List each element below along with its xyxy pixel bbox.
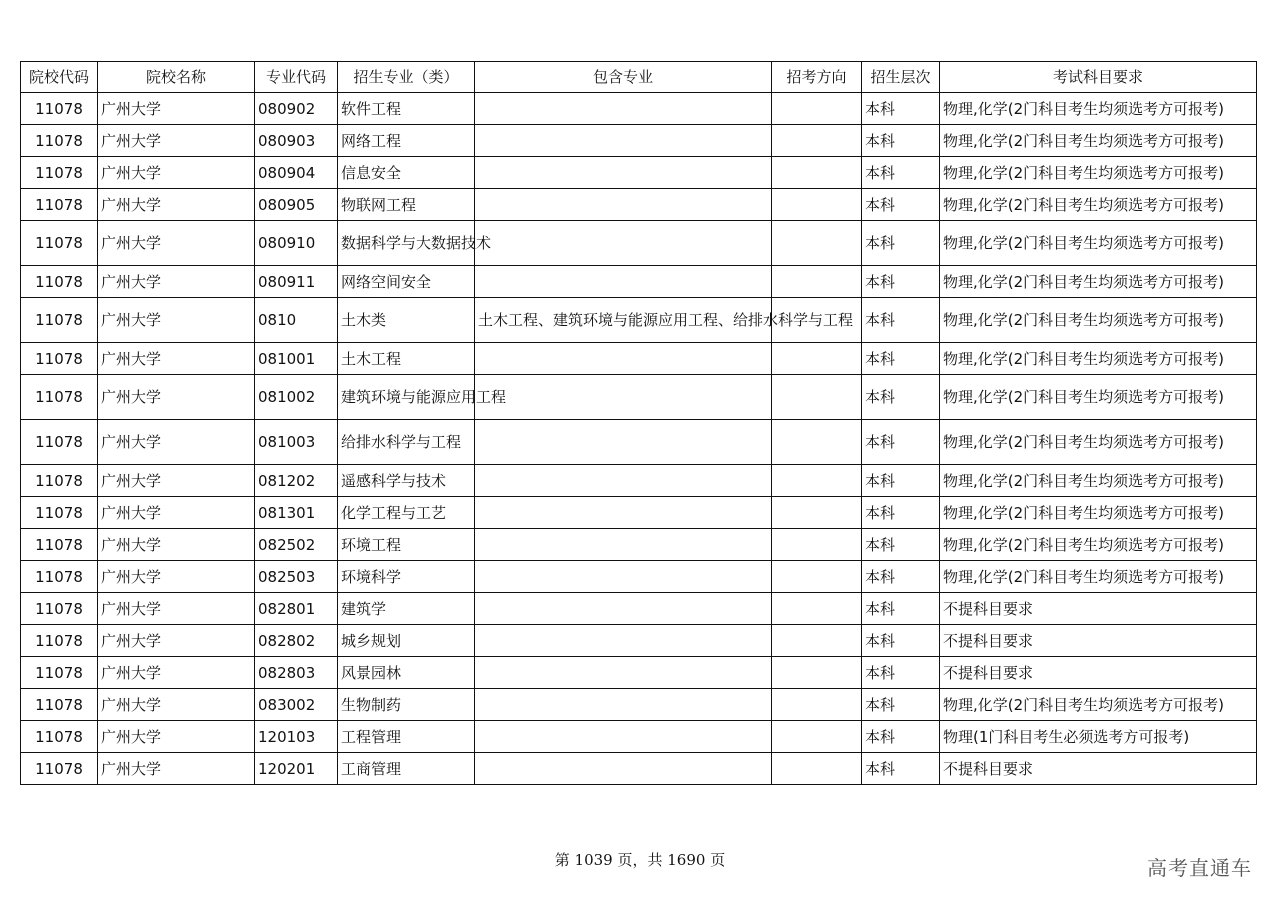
level-cell: 本科 <box>862 657 940 689</box>
major-code-cell: 081002 <box>255 375 338 420</box>
table-row <box>21 497 1257 529</box>
subject-requirement-cell: 物理,化学(2门科目考生均须选考方可报考) <box>940 529 1257 561</box>
school-name-cell: 广州大学 <box>98 420 255 465</box>
subject-requirement-cell: 物理,化学(2门科目考生均须选考方可报考) <box>940 157 1257 189</box>
table-row <box>21 343 1257 375</box>
included-majors-cell <box>475 753 772 785</box>
level-cell: 本科 <box>862 125 940 157</box>
school-code-cell: 11078 <box>21 593 98 625</box>
table-row <box>21 375 1257 420</box>
table-row <box>21 625 1257 657</box>
school-code-cell: 11078 <box>21 93 98 125</box>
direction-cell <box>772 157 862 189</box>
school-code-cell: 11078 <box>21 189 98 221</box>
subject-requirement-cell: 物理(1门科目考生必须选考方可报考) <box>940 721 1257 753</box>
school-name-cell: 广州大学 <box>98 343 255 375</box>
direction-cell <box>772 657 862 689</box>
subject-requirement-cell: 物理,化学(2门科目考生均须选考方可报考) <box>940 689 1257 721</box>
school-name-cell: 广州大学 <box>98 125 255 157</box>
included-majors-cell <box>475 465 772 497</box>
direction-cell <box>772 93 862 125</box>
subject-requirement-cell: 物理,化学(2门科目考生均须选考方可报考) <box>940 497 1257 529</box>
school-code-cell: 11078 <box>21 529 98 561</box>
level-cell: 本科 <box>862 375 940 420</box>
included-majors-cell <box>475 221 772 266</box>
major-name-cell: 化学工程与工艺 <box>338 497 475 529</box>
header-major-code: 专业代码 <box>255 62 338 93</box>
subject-requirement-cell: 不提科目要求 <box>940 593 1257 625</box>
major-code-cell: 082502 <box>255 529 338 561</box>
table-row <box>21 721 1257 753</box>
major-name-cell: 软件工程 <box>338 93 475 125</box>
included-majors-cell: 土木工程、建筑环境与能源应用工程、给排水科学与工程 <box>475 298 772 343</box>
school-code-cell: 11078 <box>21 625 98 657</box>
table-row <box>21 221 1257 266</box>
school-name-cell: 广州大学 <box>98 298 255 343</box>
level-cell: 本科 <box>862 157 940 189</box>
included-majors-cell <box>475 689 772 721</box>
included-majors-cell <box>475 157 772 189</box>
major-code-cell: 081003 <box>255 420 338 465</box>
table-row <box>21 465 1257 497</box>
header-school-code: 院校代码 <box>21 62 98 93</box>
major-name-cell: 给排水科学与工程 <box>338 420 475 465</box>
school-name-cell: 广州大学 <box>98 189 255 221</box>
subject-requirement-cell: 物理,化学(2门科目考生均须选考方可报考) <box>940 221 1257 266</box>
direction-cell <box>772 721 862 753</box>
school-name-cell: 广州大学 <box>98 657 255 689</box>
school-name-cell: 广州大学 <box>98 625 255 657</box>
school-code-cell: 11078 <box>21 266 98 298</box>
level-cell: 本科 <box>862 266 940 298</box>
major-name-cell: 生物制药 <box>338 689 475 721</box>
watermark-text: 高考直通车 <box>1147 856 1252 880</box>
included-majors-cell <box>475 625 772 657</box>
level-cell: 本科 <box>862 561 940 593</box>
major-code-cell: 083002 <box>255 689 338 721</box>
subject-requirement-cell: 物理,化学(2门科目考生均须选考方可报考) <box>940 298 1257 343</box>
major-name-cell: 物联网工程 <box>338 189 475 221</box>
direction-cell <box>772 375 862 420</box>
school-code-cell: 11078 <box>21 657 98 689</box>
major-name-cell: 土木类 <box>338 298 475 343</box>
school-code-cell: 11078 <box>21 497 98 529</box>
table-body <box>21 93 1257 785</box>
school-code-cell: 11078 <box>21 157 98 189</box>
level-cell: 本科 <box>862 689 940 721</box>
subject-requirement-cell: 不提科目要求 <box>940 657 1257 689</box>
school-name-cell: 广州大学 <box>98 721 255 753</box>
included-majors-cell <box>475 657 772 689</box>
school-code-cell: 11078 <box>21 420 98 465</box>
major-code-cell: 120201 <box>255 753 338 785</box>
subject-requirement-cell: 物理,化学(2门科目考生均须选考方可报考) <box>940 266 1257 298</box>
included-majors-cell <box>475 343 772 375</box>
major-code-cell: 080904 <box>255 157 338 189</box>
subject-requirement-cell: 物理,化学(2门科目考生均须选考方可报考) <box>940 125 1257 157</box>
included-majors-cell <box>475 125 772 157</box>
major-code-cell: 081202 <box>255 465 338 497</box>
level-cell: 本科 <box>862 420 940 465</box>
header-school-name: 院校名称 <box>98 62 255 93</box>
subject-requirement-cell: 不提科目要求 <box>940 625 1257 657</box>
included-majors-cell <box>475 189 772 221</box>
direction-cell <box>772 529 862 561</box>
school-name-cell: 广州大学 <box>98 266 255 298</box>
direction-cell <box>772 625 862 657</box>
included-majors-cell <box>475 266 772 298</box>
school-code-cell: 11078 <box>21 689 98 721</box>
subject-requirement-cell: 物理,化学(2门科目考生均须选考方可报考) <box>940 561 1257 593</box>
school-code-cell: 11078 <box>21 343 98 375</box>
table-row <box>21 298 1257 343</box>
direction-cell <box>772 593 862 625</box>
major-code-cell: 082803 <box>255 657 338 689</box>
subject-requirement-cell: 不提科目要求 <box>940 753 1257 785</box>
direction-cell <box>772 497 862 529</box>
school-name-cell: 广州大学 <box>98 93 255 125</box>
school-name-cell: 广州大学 <box>98 465 255 497</box>
major-code-cell: 0810 <box>255 298 338 343</box>
level-cell: 本科 <box>862 465 940 497</box>
major-code-cell: 081001 <box>255 343 338 375</box>
level-cell: 本科 <box>862 721 940 753</box>
school-code-cell: 11078 <box>21 375 98 420</box>
included-majors-cell <box>475 93 772 125</box>
page-number: 第 1039 页，共 1690 页 <box>554 851 726 869</box>
major-name-cell: 土木工程 <box>338 343 475 375</box>
major-name-cell: 风景园林 <box>338 657 475 689</box>
major-name-cell: 城乡规划 <box>338 625 475 657</box>
level-cell: 本科 <box>862 625 940 657</box>
direction-cell <box>772 561 862 593</box>
header-level: 招生层次 <box>862 62 940 93</box>
table-row <box>21 93 1257 125</box>
major-code-cell: 082503 <box>255 561 338 593</box>
school-name-cell: 广州大学 <box>98 221 255 266</box>
school-code-cell: 11078 <box>21 561 98 593</box>
major-name-cell: 信息安全 <box>338 157 475 189</box>
table-row <box>21 157 1257 189</box>
header-major-name: 招生专业（类） <box>338 62 475 93</box>
school-code-cell: 11078 <box>21 298 98 343</box>
school-code-cell: 11078 <box>21 125 98 157</box>
admission-majors-table <box>20 61 1257 785</box>
school-name-cell: 广州大学 <box>98 529 255 561</box>
table-row <box>21 753 1257 785</box>
table-row <box>21 657 1257 689</box>
direction-cell <box>772 343 862 375</box>
table-row <box>21 189 1257 221</box>
school-name-cell: 广州大学 <box>98 561 255 593</box>
table-row <box>21 689 1257 721</box>
major-name-cell: 环境科学 <box>338 561 475 593</box>
school-name-cell: 广州大学 <box>98 593 255 625</box>
subject-requirement-cell: 物理,化学(2门科目考生均须选考方可报考) <box>940 93 1257 125</box>
major-name-cell: 建筑学 <box>338 593 475 625</box>
school-code-cell: 11078 <box>21 221 98 266</box>
major-code-cell: 120103 <box>255 721 338 753</box>
major-name-cell: 建筑环境与能源应用工程 <box>338 375 475 420</box>
direction-cell <box>772 221 862 266</box>
table-row <box>21 125 1257 157</box>
major-name-cell: 工商管理 <box>338 753 475 785</box>
school-name-cell: 广州大学 <box>98 157 255 189</box>
direction-cell <box>772 189 862 221</box>
level-cell: 本科 <box>862 343 940 375</box>
major-name-cell: 遥感科学与技术 <box>338 465 475 497</box>
direction-cell <box>772 753 862 785</box>
school-code-cell: 11078 <box>21 721 98 753</box>
school-name-cell: 广州大学 <box>98 689 255 721</box>
major-name-cell: 网络空间安全 <box>338 266 475 298</box>
included-majors-cell <box>475 375 772 420</box>
level-cell: 本科 <box>862 497 940 529</box>
major-code-cell: 082802 <box>255 625 338 657</box>
major-code-cell: 080905 <box>255 189 338 221</box>
level-cell: 本科 <box>862 593 940 625</box>
major-code-cell: 080902 <box>255 93 338 125</box>
table-row <box>21 593 1257 625</box>
major-code-cell: 080910 <box>255 221 338 266</box>
major-code-cell: 080903 <box>255 125 338 157</box>
table-row <box>21 561 1257 593</box>
level-cell: 本科 <box>862 298 940 343</box>
included-majors-cell <box>475 561 772 593</box>
table-row <box>21 420 1257 465</box>
level-cell: 本科 <box>862 529 940 561</box>
header-included-majors: 包含专业 <box>475 62 772 93</box>
level-cell: 本科 <box>862 221 940 266</box>
included-majors-cell <box>475 529 772 561</box>
school-name-cell: 广州大学 <box>98 497 255 529</box>
major-name-cell: 环境工程 <box>338 529 475 561</box>
header-direction: 招考方向 <box>772 62 862 93</box>
major-name-cell: 工程管理 <box>338 721 475 753</box>
direction-cell <box>772 266 862 298</box>
major-code-cell: 082801 <box>255 593 338 625</box>
subject-requirement-cell: 物理,化学(2门科目考生均须选考方可报考) <box>940 375 1257 420</box>
school-name-cell: 广州大学 <box>98 375 255 420</box>
level-cell: 本科 <box>862 189 940 221</box>
major-name-cell: 数据科学与大数据技术 <box>338 221 475 266</box>
major-code-cell: 081301 <box>255 497 338 529</box>
subject-requirement-cell: 物理,化学(2门科目考生均须选考方可报考) <box>940 420 1257 465</box>
subject-requirement-cell: 物理,化学(2门科目考生均须选考方可报考) <box>940 465 1257 497</box>
direction-cell <box>772 420 862 465</box>
level-cell: 本科 <box>862 93 940 125</box>
subject-requirement-cell: 物理,化学(2门科目考生均须选考方可报考) <box>940 343 1257 375</box>
school-code-cell: 11078 <box>21 465 98 497</box>
major-name-cell: 网络工程 <box>338 125 475 157</box>
major-code-cell: 080911 <box>255 266 338 298</box>
level-cell: 本科 <box>862 753 940 785</box>
school-name-cell: 广州大学 <box>98 753 255 785</box>
table-row <box>21 529 1257 561</box>
header-subject-requirement: 考试科目要求 <box>940 62 1257 93</box>
included-majors-cell <box>475 593 772 625</box>
direction-cell <box>772 689 862 721</box>
included-majors-cell <box>475 497 772 529</box>
included-majors-cell <box>475 721 772 753</box>
table-header-row <box>21 62 1257 93</box>
direction-cell <box>772 125 862 157</box>
table-row <box>21 266 1257 298</box>
subject-requirement-cell: 物理,化学(2门科目考生均须选考方可报考) <box>940 189 1257 221</box>
direction-cell <box>772 465 862 497</box>
included-majors-cell <box>475 420 772 465</box>
school-code-cell: 11078 <box>21 753 98 785</box>
